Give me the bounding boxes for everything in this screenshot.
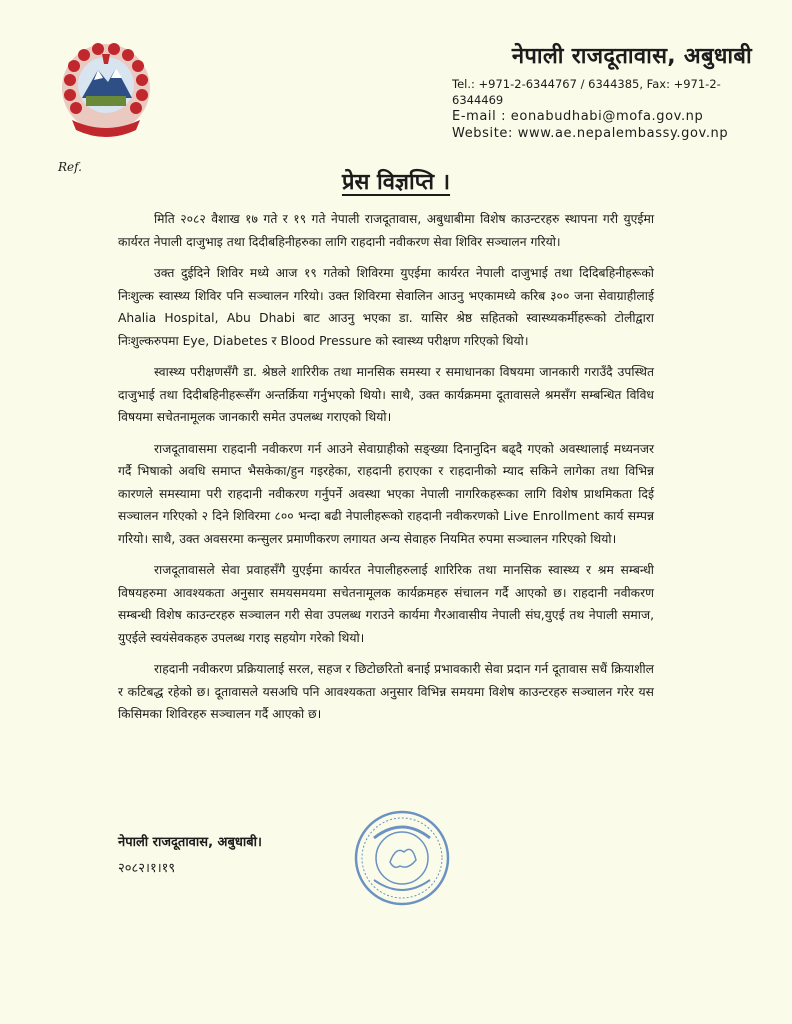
paragraph: राजदूतावासले सेवा प्रवाहसँगै युएईमा कार्यरत नेपालीहरुलाई शारिरिक तथा मानसिक स्वास्थ्य र श्रम सम्बन्धी विषयहरुमा आवश्यकता अनुसार समयसमयमा सचेतनामूलक कार्यक्रमहरु संचालन गर्दै आएको छ। राहदानी नवीकरण सम्बन्धी विशेष काउन्टरहरु सञ्चालन गरी सेवा उपलब्ध गराउने कार्यमा गैरआवासीय नेपाली संघ,युएई तथ नेपाली समाज, युएईले स्वयंसेवकहरु उपलब्ध गराइ सहयोग गरेको थियो। [118, 563, 654, 645]
website: Website: www.ae.nepalembassy.gov.np [452, 126, 729, 141]
paragraph: राहदानी नवीकरण प्रक्रियालाई सरल, सहज र छिटोछरितो बनाई प्रभावकारी सेवा प्रदान गर्न दूतावास सधैं क्रियाशील र कटिबद्ध रहेको छ। दूतावासले यसअघि पनि आवश्यकता अनुसार विभिन्न समयमा विशेष काउन्टरहरु सञ्चालन गरेर यस किसिमका शिविरहरु सञ्चालन गर्दै आएको छ। [118, 662, 654, 721]
signature-org: नेपाली राजदूतावास, अबुधाबी। [118, 835, 262, 850]
paragraph: स्वास्थ्य परीक्षणसँगै डा. श्रेष्ठले शारिरीक तथा मानसिक समस्या र समाधानका विषयमा जानकारी गराउँदै उपस्थित दाजुभाई तथा दिदीबहिनीहरूसँग अन्तर्क्रिया गर्नुभएको थियो। साथै, उक्त कार्यक्रममा दूतावासले श्रमसँग सम्बन्धित विविध विषयमा सचेतनामूलक जानकारी समेत उपलब्ध गराएको थियो। [118, 365, 654, 424]
letterhead [452, 40, 752, 142]
paragraph: उक्त दुईदिने शिविर मध्ये आज १९ गतेको शिविरमा युएईमा कार्यरत नेपाली दाजुभाई तथा दिदिबहिनीहरूको निःशुल्क स्वास्थ्य शिविर पनि सञ्चालन गरियो। उक्त शिविरमा सेवालिन आउनु भएकामध्ये करिब ३०० जना सेवाग्राहीलाई Ahalia Hospital, Abu Dhabi बाट आउनु भएका डा. यासिर श्रेष्ठ सहितको स्वास्थ्यकर्मीहरूको टोलीद्वारा निःशुल्करुपमा Eye, Diabetes र Blood Pressure को स्वास्थ्य परीक्षण गरिएको थियो। [118, 266, 654, 348]
document-body [118, 208, 654, 735]
nepal-emblem-icon [56, 40, 156, 140]
phone-fax: Tel.: +971-2-6344767 / 6344385, Fax: +971-2-6344469 [452, 77, 721, 107]
embassy-name: नेपाली राजदूतावास, अबुधाबी [511, 44, 752, 69]
email: E-mail : eonabudhabi@mofa.gov.np [452, 109, 704, 124]
paragraph: मिति २०८२ वैशाख १७ गते र १९ गते नेपाली राजदूतावास, अबुधाबीमा विशेष काउन्टरहरु स्थापना गरी युएईमा कार्यरत नेपाली दाजुभाइ तथा दिदीबहिनीहरुका लागि राहदानी नवीकरण सेवा शिविर सञ्चालन गरियो। [118, 212, 654, 249]
embassy-stamp-icon [352, 808, 452, 908]
title-text: प्रेस विज्ञप्ति । [341, 170, 451, 195]
ref-label: Ref. [58, 160, 82, 174]
signature-block [118, 830, 262, 882]
page-title [0, 166, 792, 196]
paragraph: राजदूतावासमा राहदानी नवीकरण गर्न आउने सेवाग्राहीको सङ्ख्या दिनानुदिन बढ्दै गएको अवस्थालाई मध्यनजर गर्दै भिषाको अवधि समाप्त भैसकेका/हुन गइरहेका, राहदानी हराएका र राहदानीको म्याद सकिने लागेका तथा विभिन्न कारणले समस्यामा परी राहदानी नवीकरण गर्नुपर्ने अवस्था भएका नेपाली नागरिकहरूका लागि विशेष प्राथमिकता दिई सञ्चालन गरिएको २ दिने शिविरमा ८०० भन्दा बढी नेपालीहरूको राहदानी नवीकरणको Live Enrollment कार्य सम्पन्न गरियो। साथै, उक्त अवसरमा कन्सुलर प्रमाणीकरण लगायत अन्य सेवाहरु नियमित रुपमा सञ्चालन गरिएको थियो। [118, 441, 654, 546]
signature-date: २०८२।१।१९ [118, 861, 176, 876]
